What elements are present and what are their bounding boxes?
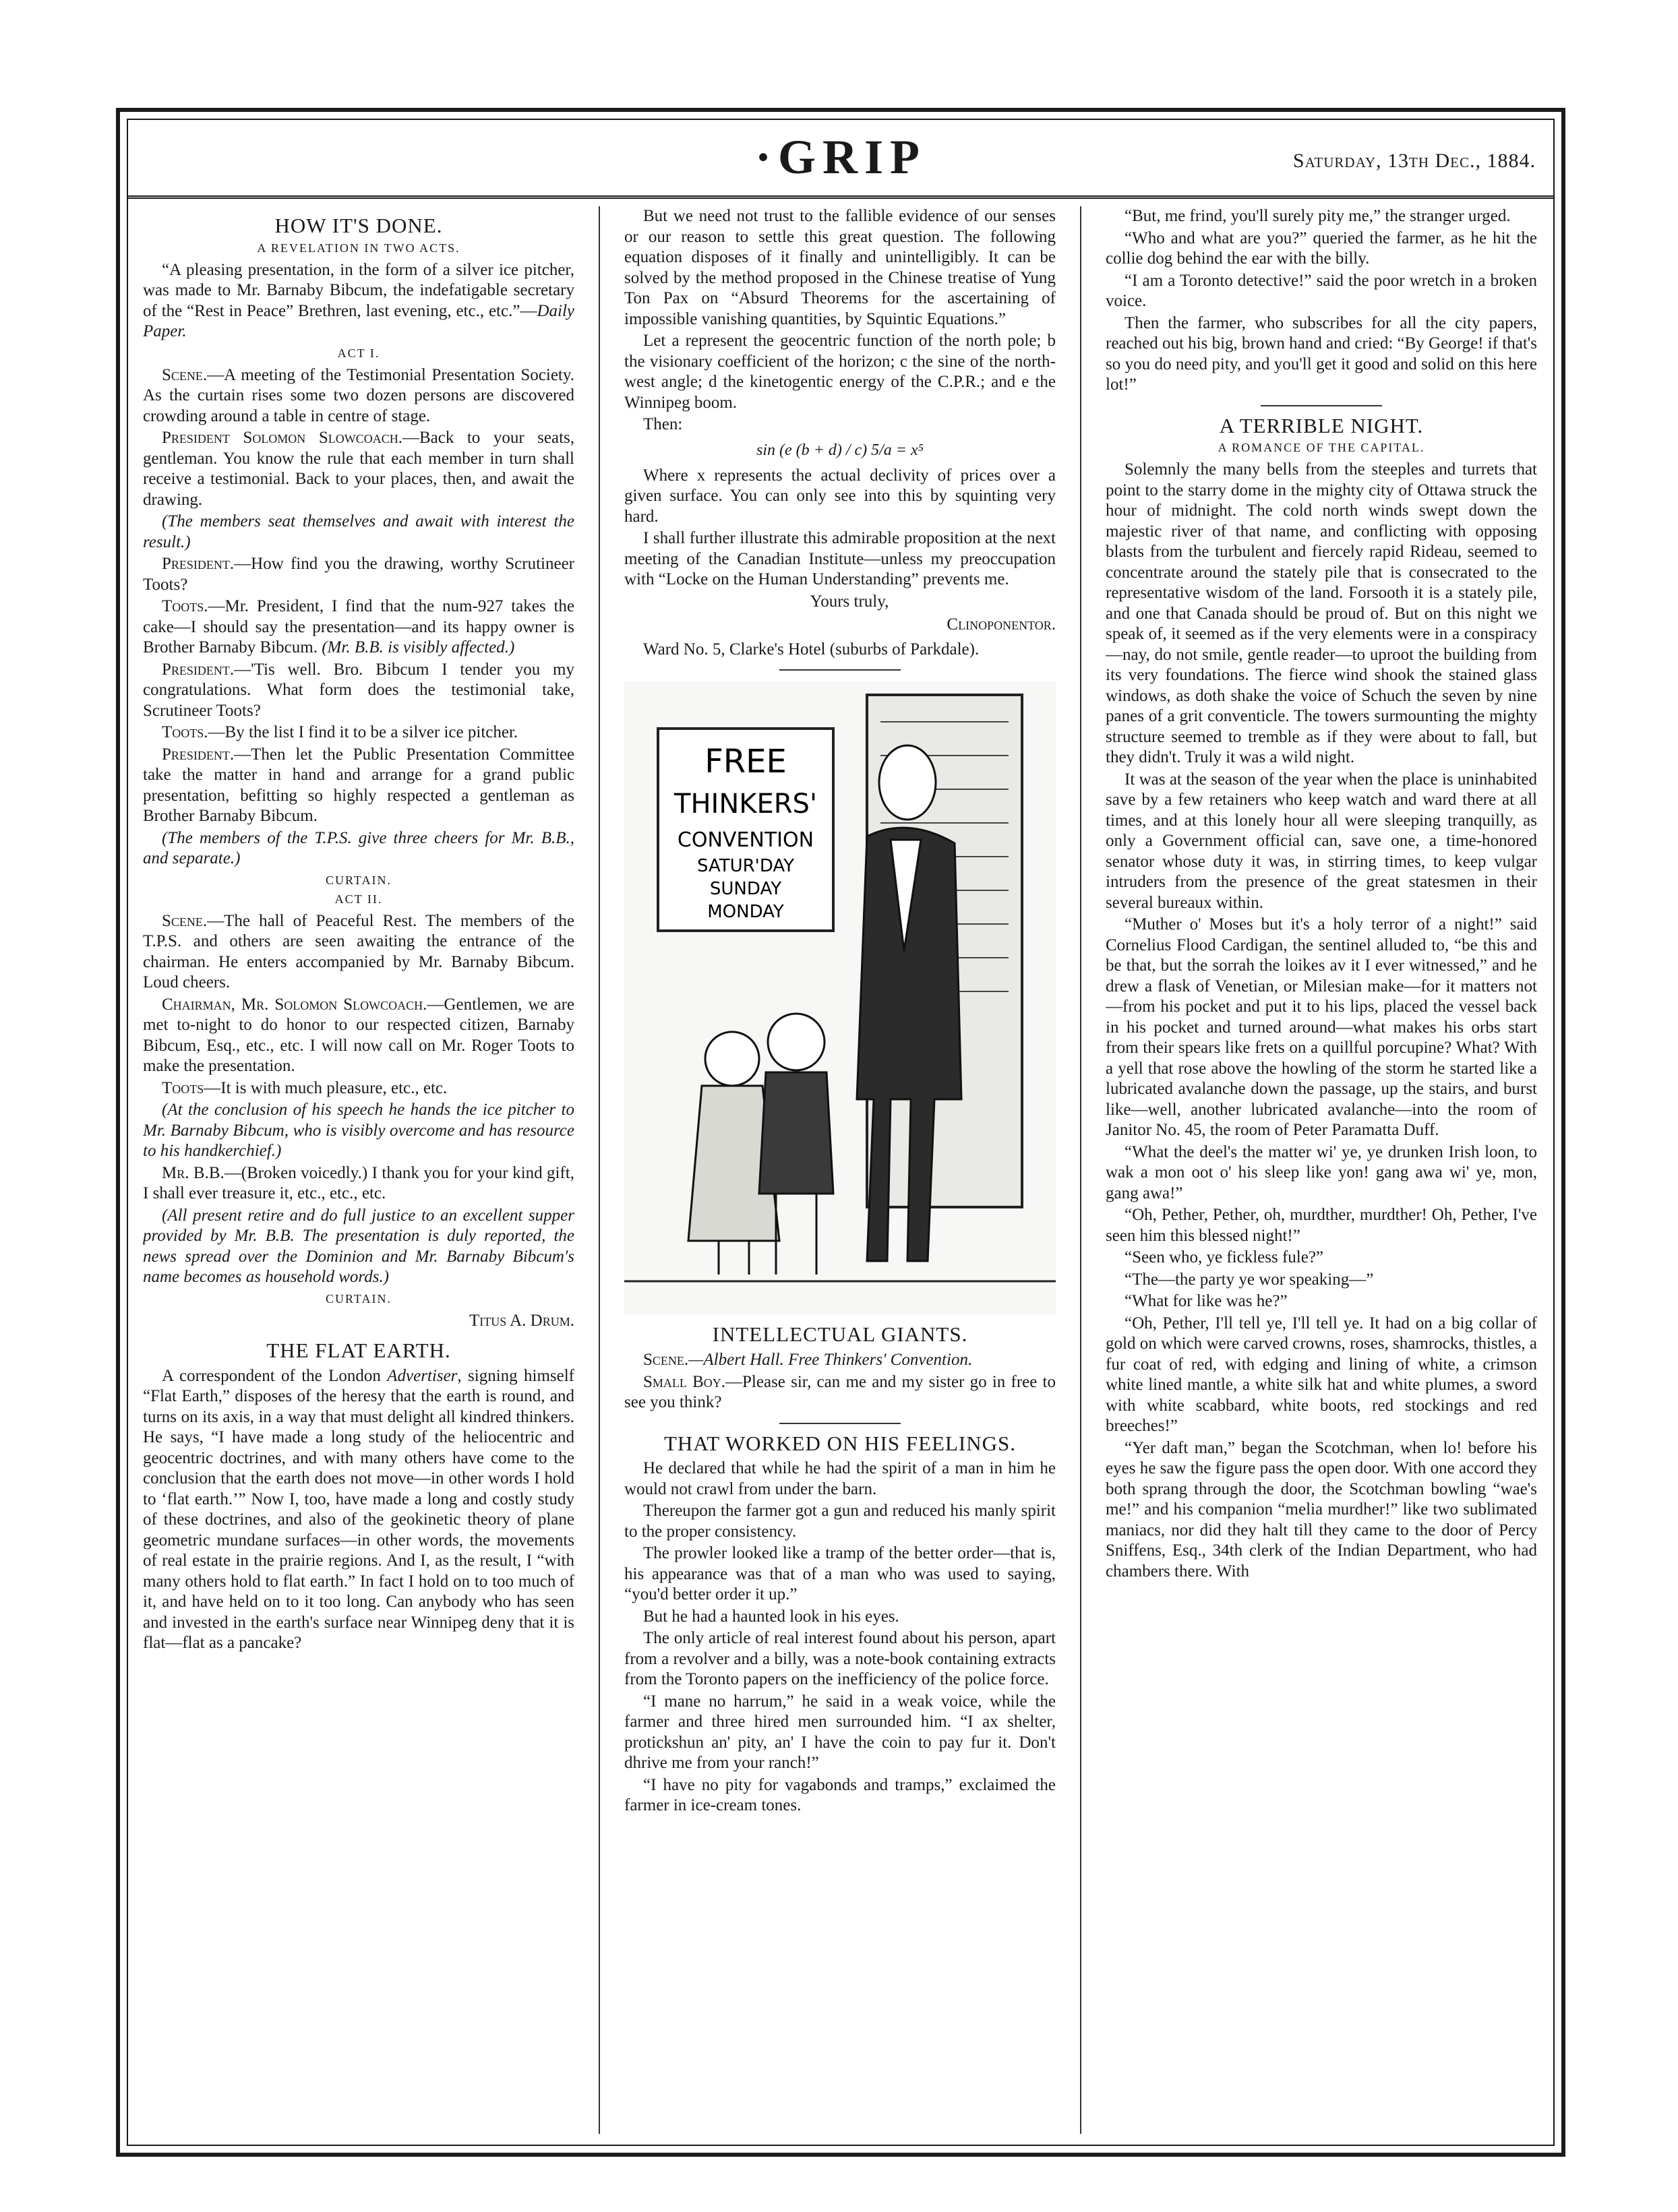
article-paragraph: President.—Then let the Public Presentation Committee take the matter in hand and arrange for a grand public presentation, befitting so highly respected a gentleman as Brother Barnaby Bibcum.	[143, 745, 574, 826]
sign-line-6: MONDAY	[707, 902, 784, 923]
article-paragraph: “Oh, Pether, Pether, oh, murdther, murdther! Oh, Pether, I've seen him this blessed night!”	[1106, 1206, 1537, 1245]
author-signature: Clinoponentor.	[947, 615, 1056, 634]
article-paragraph: “I have no pity for vagabonds and tramps,” exclaimed the farmer in ice-cream tones.	[624, 1775, 1056, 1815]
stage-direction: (The members seat themselves and await with interest the result.)	[143, 512, 574, 551]
article-title-how-its-done: HOW IT'S DONE.	[274, 214, 443, 237]
columns	[143, 206, 1538, 2134]
separator-rule	[779, 669, 901, 671]
author-signature: Titus A. Drum.	[469, 1311, 574, 1330]
article-paragraph: President.—How find you the drawing, worthy Scrutineer Toots?	[143, 555, 574, 594]
article-paragraph: It was at the season of the year when the place is uninhabited save by a few retainers who keep watch and ward there at all times, and at this lonely hour all were sleeping tranquilly, as only a Government official can, save one, a time-honored senator whose duty it was, in stirring times, to keep vulgar intruders from the presence of the great statesmen in their several bureaux within.	[1106, 770, 1537, 912]
stage-direction: (All present retire and do full justice to an excellent supper provided by Mr. B.B. The presentation is duly reported, the news spread over the Dominion and Mr. Barnaby Bibcum's name becomes as household words.)	[143, 1206, 574, 1287]
article-paragraph: President.—'Tis well. Bro. Bibcum I tender you my congratulations. What form does the testimonial take, Scrutineer Toots?	[143, 660, 574, 720]
sign-line-4: SATUR'DAY	[696, 856, 795, 877]
article-paragraph: “What for like was he?”	[1125, 1292, 1288, 1311]
article-title-terrible-night: A TERRIBLE NIGHT.	[1219, 413, 1424, 437]
sign-line-5: SUNDAY	[709, 879, 782, 900]
article-paragraph: Solemnly the many bells from the steeples and turrets that point to the starry dome in the mighty city of Ottawa struck the hour of midnight. The cold north winds swept down the majestic river of that name, and conflicting with opposing blasts from the turbulent and fiercely rapid Rideau, seemed to concentrate around the stately pile that is consecrated to the representative wisdom of the land. Forsooth it is a stately pile, and one that Canada should be proud of. But on this night we speak of, it seemed as if the very elements were in a conspiracy—nay, do not smile, gentle reader—to uproot the building from its very foundations. The fierce wind shook the stained glass windows, as doth shake the voice of Schuch the seven by nine panes of a grit conventicle. The towers surmounting the mighty structure seemed to tremble as if they were about to fall, but they didn't. Truly it was a wild night.	[1106, 460, 1537, 767]
article-subtitle: A REVELATION IN TWO ACTS.	[257, 241, 460, 255]
cartoon-scene: Scene.—Albert Hall. Free Thinkers' Convention.	[643, 1351, 973, 1370]
equation: sin (e (b + d) / c) 5/a = x⁵	[756, 441, 924, 459]
article-paragraph: “Who and what are you?” queried the farmer, as he hit the collie dog behind the ear with the billy.	[1106, 228, 1537, 268]
sign-line-1: FREE	[705, 743, 787, 781]
author-address: Ward No. 5, Clarke's Hotel (suburbs of Parkdale).	[643, 640, 980, 658]
article-title-flat-earth: THE FLAT EARTH.	[266, 1339, 451, 1363]
issue-date: Saturday, 13th Dec., 1884.	[1292, 150, 1536, 172]
article-paragraph: Toots—It is with much pleasure, etc., etc.	[162, 1078, 448, 1097]
column-1	[143, 206, 574, 2134]
article-subtitle: A ROMANCE OF THE CAPITAL.	[1218, 441, 1425, 455]
cartoon-illustration	[624, 681, 1056, 1315]
column-rule	[599, 206, 600, 2134]
separator-rule	[1261, 405, 1382, 406]
masthead	[128, 120, 1553, 199]
column-2	[624, 206, 1056, 2134]
article-paragraph: “A pleasing presentation, in the form of a silver ice pitcher, was made to Mr. Barnaby Bibcum, the indefatigable secretary of the “Rest in Peace” Brethren, last evening, etc., etc.”—Daily Paper.	[143, 260, 574, 341]
article-paragraph: Then:	[643, 415, 683, 433]
curtain-heading: CURTAIN.	[326, 873, 392, 887]
article-paragraph: But we need not trust to the fallible evidence of our senses or our reason to settle this great question. The following equation disposes of it finally and unintelligibly. It can be solved by the method proposed in the Chinese treatise of Yung Ton Pax on “Absurd Theorems for the ascertaining of impossible vanishing quantities, by Squintic Equations.”	[624, 207, 1056, 328]
article-paragraph: “But, me frind, you'll surely pity me,” the stranger urged.	[1125, 207, 1511, 225]
article-paragraph: Thereupon the farmer got a gun and reduced his manly spirit to the proper consistency.	[624, 1502, 1056, 1541]
act-heading: ACT I.	[337, 346, 380, 360]
article-paragraph: “The—the party ye wor speaking—”	[1125, 1270, 1374, 1289]
article-paragraph: “Oh, Pether, I'll tell ye, I'll tell ye. It had on a big collar of gold on which were carved crowns, roses, shamrocks, thistles, a fur coat of red, with edging and lining of white, a crimson white lined mantle, a white silk hat and white plumes, a sword with white scabbard, white boots, red stockings and red breeches!”	[1106, 1314, 1537, 1436]
article-paragraph: Toots.—Mr. President, I find that the num-927 takes the cake—I should say the presentation—and its happy owner is Brother Barnaby Bibcum. (Mr. B.B. is visibly affected.)	[143, 597, 574, 657]
column-rule	[1080, 206, 1081, 2134]
cartoon-dialogue: Small Boy.—Please sir, can me and my sister go in free to see you think?	[624, 1372, 1056, 1412]
article-paragraph: But he had a haunted look in his eyes.	[643, 1607, 899, 1626]
article-paragraph: The only article of real interest found about his person, apart from a revolver and a billy, was a note-book containing extracts from the Toronto papers on the inefficiency of the police force.	[624, 1629, 1056, 1689]
stage-direction: (At the conclusion of his speech he hands the ice pitcher to Mr. Barnaby Bibcum, who is visibly overcome and has resource to his handkerchief.)	[143, 1101, 574, 1161]
article-paragraph: Mr. B.B.—(Broken voicedly.) I thank you for your kind gift, I shall ever treasure it, etc., etc., etc.	[143, 1163, 574, 1203]
article-paragraph: Scene.—A meeting of the Testimonial Presentation Society. As the curtain rises some two dozen persons are discovered crowding around a table in centre of stage.	[143, 365, 574, 425]
article-paragraph: Where x represents the actual declivity of prices over a given surface. You can only see into this by squinting very hard.	[624, 466, 1056, 526]
sign-line-2: THINKERS'	[674, 789, 817, 820]
article-paragraph: “What the deel's the matter wi' ye, ye drunken Irish loon, to wak a mon oot o' his sleep like yon! gang awa wi' ye, mon, gang awa!”	[1106, 1142, 1537, 1202]
article-paragraph: The prowler looked like a tramp of the better order—that is, his appearance was that of a man who was used to saying, “you'd better order it up.”	[624, 1544, 1056, 1604]
stage-direction: (The members of the T.P.S. give three cheers for Mr. B.B., and separate.)	[143, 828, 574, 868]
column-3	[1106, 206, 1537, 2134]
article-paragraph: “Yer daft man,” began the Scotchman, when lo! before his eyes he saw the figure pass the open door. With one accord they both sprang through the door, the Scotchman bowling “wae's me!” and his companion “melia murdher!” like two sublimated maniacs, nor did they halt till they came to the door of Percy Sniffens, Esq., 34th clerk of the Indian Department, who had chambers there. With	[1106, 1438, 1537, 1580]
curtain-heading: CURTAIN.	[326, 1291, 392, 1305]
article-paragraph: Chairman, Mr. Solomon Slowcoach.—Gentlemen, we are met to-night to do honor to our respected citizen, Barnaby Bibcum, Esq., etc., etc. I will now call on Mr. Roger Toots to make the presentation.	[143, 995, 574, 1076]
article-paragraph: He declared that while he had the spirit of a man in him he would not crawl from under the barn.	[624, 1459, 1056, 1498]
article-paragraph: Toots.—By the list I find it to be a silver ice pitcher.	[162, 723, 518, 742]
article-paragraph: “Seen who, ye fickless fule?”	[1125, 1248, 1324, 1267]
article-title-feelings: THAT WORKED ON HIS FEELINGS.	[664, 1431, 1016, 1455]
sign-line-3: CONVENTION	[677, 828, 814, 853]
separator-rule	[779, 1423, 901, 1424]
newspaper-page	[116, 108, 1565, 2157]
article-paragraph: “Muther o' Moses but it's a holy terror of a night!” said Cornelius Flood Cardigan, the sentinel alluded to, “be this and be that, but the sorrah the loikes av it I ever witnessed,” and he drew a flask of Venetian, or Milesian make—for it matters not—from his pocket and put it to his lips, placed the vessel back in his pocket and turned around—what makes his orbs start from their spears like frets on a quillful porcupine? What? With a yell that rose above the howling of the storm he started like a lubricated avalanche down the passage, up the stairs, and burst like—well, another lubricated avalanche—into the room of Janitor No. 45, the room of Peter Paramatta Duff.	[1106, 915, 1537, 1140]
article-paragraph: President Solomon Slowcoach.—Back to your seats, gentleman. You know the rule that each member in turn shall receive a testimonial. Back to your places, then, and await the drawing.	[143, 429, 574, 509]
article-paragraph: Scene.—The hall of Peaceful Rest. The members of the T.P.S. and others are seen awaiting the entrance of the chairman. He enters accompanied by Mr. Barnaby Bibcum. Loud cheers.	[143, 911, 574, 992]
article-paragraph: Then the farmer, who subscribes for all the city papers, reached out his big, brown hand and cried: “By George! if that's so you do need pity, and you'll get it good and solid on this here lot!”	[1106, 313, 1537, 394]
letter-closing: Yours truly,	[810, 592, 889, 611]
masthead-title: ·GRIP	[754, 130, 926, 184]
article-paragraph: “I am a Toronto detective!” said the poor wretch in a broken voice.	[1106, 271, 1537, 310]
article-paragraph: A correspondent of the London Advertiser, signing himself “Flat Earth,” disposes of the heresy that the earth is round, and turns on its axis, in a way that must delight all kindred thinkers. He says, “I have made a long study of the heliocentric and geocentric doctrines, and with many others have come to the conclusion that the earth does not move—in other words I hold to ‘flat earth.’” Now I, too, have made a long and costly study of these doctrines, and also of the geokinetic theory of plane geometric mundane surfaces—in other words, the movements of real estate in the prairie regions. And I, as the result, I “with many others hold to flat earth.” In fact I hold on to too much of it, and have held on to it too long. Can anybody who has seen and invested in the earth's surface near Winnipeg deny that it is flat—flat as a pancake?	[143, 1366, 574, 1653]
article-paragraph: I shall further illustrate this admirable proposition at the next meeting of the Canadian Institute—unless my preoccupation with “Locke on the Human Understanding” prevents me.	[624, 529, 1056, 589]
cartoon-caption: INTELLECTUAL GIANTS.	[712, 1322, 968, 1347]
article-paragraph: Let a represent the geocentric function of the north pole; b the visionary coefficient of the horizon; c the sine of the north-west angle; d the kinetogentic energy of the C.P.R.; and e the Winnipeg boom.	[624, 332, 1056, 412]
article-paragraph: “I mane no harrum,” he said in a weak voice, while the farmer and three hired men surrounded him. “I ax shelter, protickshun an' pity, an' I have the coin to pay fur it. Don't dhrive me from your ranch!”	[624, 1692, 1056, 1773]
act-heading: ACT II.	[334, 892, 383, 906]
page-frame	[127, 119, 1555, 2146]
